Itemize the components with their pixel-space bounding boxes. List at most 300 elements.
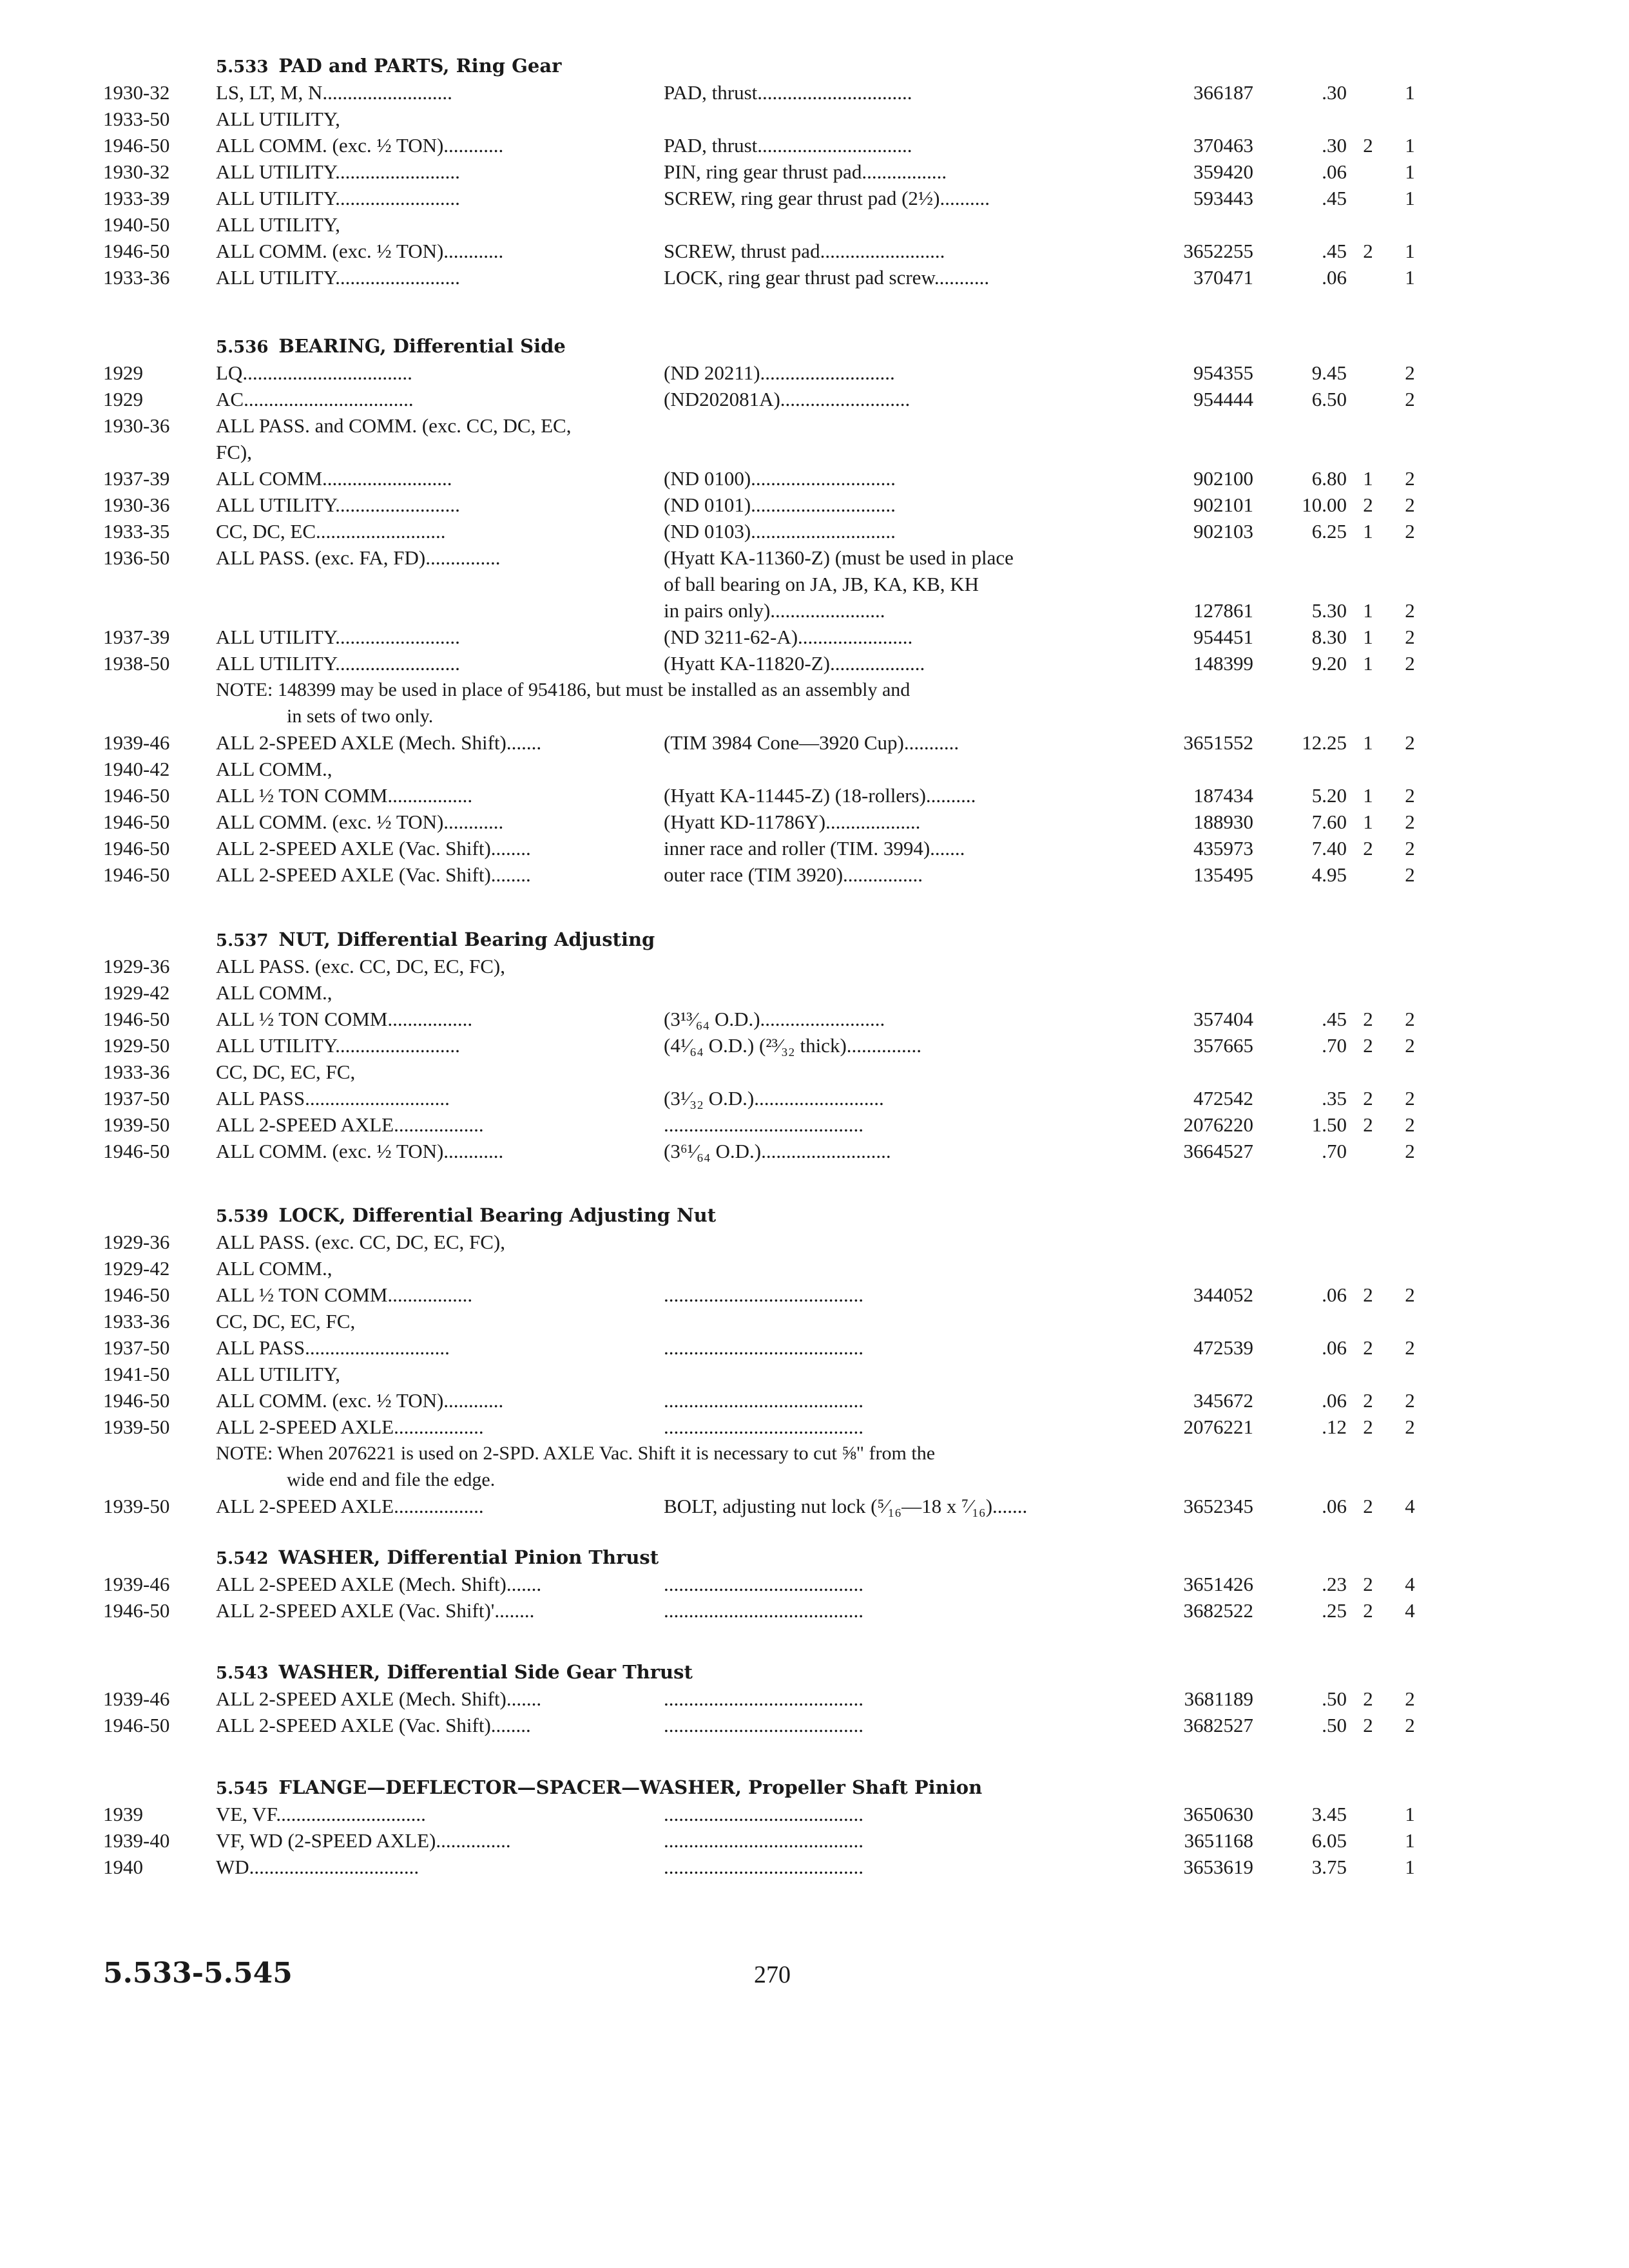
model-cell: ALL COMM., — [216, 981, 333, 1004]
year-cell: 1946-50 — [103, 1283, 170, 1306]
group-cell: 2 — [1363, 1495, 1373, 1517]
quantity-cell: 1 — [1405, 266, 1415, 289]
year-cell: 1946-50 — [103, 1599, 170, 1622]
group-cell: 2 — [1363, 1283, 1373, 1306]
part-number-cell: 954444 — [1193, 388, 1253, 410]
section-heading — [216, 1659, 693, 1686]
table-row — [0, 106, 1629, 132]
part-number-cell: 3653619 — [1183, 1856, 1253, 1878]
group-cell: 2 — [1363, 837, 1373, 860]
table-row — [0, 861, 1629, 888]
description-cell: outer race (TIM 3920)................ — [664, 863, 923, 886]
part-number-cell: 370463 — [1193, 134, 1253, 157]
year-cell: 1930-36 — [103, 494, 170, 516]
year-cell: 1946-50 — [103, 240, 170, 262]
description-cell: ........................................ — [664, 1113, 863, 1136]
table-row — [0, 979, 1629, 1006]
price-cell: 4.95 — [1311, 863, 1347, 886]
part-number-cell: 902103 — [1193, 520, 1253, 543]
table-row — [0, 360, 1629, 386]
price-cell: 10.00 — [1302, 494, 1347, 516]
description-cell: (4¹⁄₆₄ O.D.) (²³⁄₃₂ thick)............... — [664, 1034, 922, 1057]
part-number-cell: 366187 — [1193, 81, 1253, 104]
table-row — [0, 79, 1629, 106]
year-cell: 1936-50 — [103, 546, 170, 569]
description-cell: (Hyatt KD-11786Y)................... — [664, 811, 921, 833]
description-cell: PAD, thrust............................... — [664, 81, 912, 104]
group-cell: 1 — [1363, 467, 1373, 490]
price-cell: 7.60 — [1311, 811, 1347, 833]
description-cell: (ND202081A).......................... — [664, 388, 911, 410]
year-cell: 1946-50 — [103, 1140, 170, 1162]
quantity-cell: 2 — [1405, 1113, 1415, 1136]
part-number-cell: 345672 — [1193, 1389, 1253, 1412]
price-cell: .45 — [1322, 240, 1347, 262]
section-heading — [216, 1774, 982, 1801]
price-cell: 7.40 — [1311, 837, 1347, 860]
part-number-cell: 3664527 — [1183, 1140, 1253, 1162]
table-row — [0, 571, 1629, 597]
quantity-cell: 2 — [1405, 1034, 1415, 1057]
quantity-cell: 2 — [1405, 599, 1415, 622]
year-cell: 1946-50 — [103, 863, 170, 886]
quantity-cell: 2 — [1405, 652, 1415, 675]
table-row — [0, 1059, 1629, 1085]
model-cell: ALL COMM., — [216, 758, 333, 780]
year-cell: 1929-42 — [103, 1257, 170, 1280]
price-cell: .70 — [1322, 1034, 1347, 1057]
group-cell: 1 — [1363, 626, 1373, 648]
model-cell: ALL UTILITY......................... — [216, 187, 460, 209]
part-number-cell: 954355 — [1193, 361, 1253, 384]
group-cell: 2 — [1363, 1573, 1373, 1595]
description-cell: inner race and roller (TIM. 3994)....... — [664, 837, 965, 860]
group-cell: 2 — [1363, 1416, 1373, 1438]
price-cell: .06 — [1322, 160, 1347, 183]
model-cell: ALL UTILITY, — [216, 213, 340, 236]
price-cell: 9.45 — [1311, 361, 1347, 384]
part-number-cell: 954451 — [1193, 626, 1253, 648]
model-cell: ALL COMM. (exc. ½ TON)............ — [216, 1140, 504, 1162]
section-heading — [216, 53, 561, 79]
description-cell: (TIM 3984 Cone—3920 Cup)........... — [664, 731, 959, 754]
quantity-cell: 4 — [1405, 1599, 1415, 1622]
section-number: 5.539 — [216, 1207, 269, 1226]
table-row — [0, 1229, 1629, 1255]
quantity-cell: 2 — [1405, 388, 1415, 410]
year-cell: 1946-50 — [103, 134, 170, 157]
price-cell: 9.20 — [1311, 652, 1347, 675]
model-cell: ALL COMM. (exc. ½ TON)............ — [216, 240, 504, 262]
table-row — [0, 835, 1629, 861]
price-cell: 6.50 — [1311, 388, 1347, 410]
quantity-cell: 2 — [1405, 494, 1415, 516]
model-cell: ALL UTILITY, — [216, 1363, 340, 1385]
section-heading — [216, 927, 655, 953]
price-cell: .35 — [1322, 1087, 1347, 1110]
table-row — [0, 1854, 1629, 1880]
group-cell: 2 — [1363, 494, 1373, 516]
year-cell: 1939-50 — [103, 1113, 170, 1136]
table-row — [0, 1308, 1629, 1334]
quantity-cell: 2 — [1405, 1389, 1415, 1412]
year-cell: 1933-39 — [103, 187, 170, 209]
part-number-cell: 902100 — [1193, 467, 1253, 490]
section-number: 5.536 — [216, 338, 269, 357]
table-row — [0, 1686, 1629, 1712]
model-cell: ALL 2-SPEED AXLE (Mech. Shift)....... — [216, 731, 542, 754]
table-row — [0, 597, 1629, 624]
model-cell: ALL PASS............................. — [216, 1087, 450, 1110]
price-cell: .45 — [1322, 187, 1347, 209]
description-cell: LOCK, ring gear thrust pad screw........... — [664, 266, 990, 289]
table-row — [0, 1138, 1629, 1164]
model-cell: ALL UTILITY......................... — [216, 494, 460, 516]
year-cell: 1933-35 — [103, 520, 170, 543]
description-cell: SCREW, thrust pad......................... — [664, 240, 945, 262]
section-number: 5.543 — [216, 1664, 269, 1683]
table-row — [0, 132, 1629, 159]
model-cell: ALL PASS. and COMM. (exc. CC, DC, EC, — [216, 414, 572, 437]
description-cell: ........................................ — [664, 1687, 863, 1710]
year-cell: 1946-50 — [103, 1714, 170, 1736]
note-line: in sets of two only. — [287, 706, 434, 727]
part-number-cell: 3651168 — [1184, 1829, 1253, 1852]
description-cell: ........................................ — [664, 1416, 863, 1438]
year-cell: 1937-50 — [103, 1087, 170, 1110]
quantity-cell: 2 — [1405, 811, 1415, 833]
year-cell: 1929-42 — [103, 981, 170, 1004]
section-title: FLANGE—DEFLECTOR—SPACER—WASHER, Propeller Shaft Pinion — [278, 1776, 983, 1798]
description-cell: ........................................ — [664, 1599, 863, 1622]
description-cell: (ND 3211-62-A)....................... — [664, 626, 913, 648]
part-number-cell: 187434 — [1193, 784, 1253, 807]
part-number-cell: 902101 — [1193, 494, 1253, 516]
table-row — [0, 386, 1629, 412]
group-cell: 2 — [1363, 1599, 1373, 1622]
part-number-cell: 188930 — [1193, 811, 1253, 833]
part-number-cell: 2076220 — [1183, 1113, 1253, 1136]
quantity-cell: 2 — [1405, 1140, 1415, 1162]
quantity-cell: 4 — [1405, 1573, 1415, 1595]
year-cell: 1937-39 — [103, 626, 170, 648]
part-number-cell: 3650630 — [1183, 1803, 1253, 1825]
model-cell: ALL UTILITY......................... — [216, 266, 460, 289]
note-line: wide end and file the edge. — [287, 1469, 496, 1490]
group-cell: 1 — [1363, 784, 1373, 807]
year-cell: 1939-46 — [103, 1687, 170, 1710]
note-line: NOTE: 148399 may be used in place of 954186, but must be installed as an assembly and — [216, 679, 911, 700]
table-row — [0, 650, 1629, 677]
part-number-cell: 370471 — [1193, 266, 1253, 289]
description-cell: ........................................ — [664, 1714, 863, 1736]
quantity-cell: 2 — [1405, 863, 1415, 886]
description-cell: in pairs only)....................... — [664, 599, 885, 622]
table-row — [0, 544, 1629, 571]
part-number-cell: 3651426 — [1183, 1573, 1253, 1595]
section-title: BEARING, Differential Side — [278, 335, 566, 357]
year-cell: 1929-50 — [103, 1034, 170, 1057]
price-cell: .06 — [1322, 1336, 1347, 1359]
table-row — [0, 1006, 1629, 1032]
year-cell: 1939-50 — [103, 1416, 170, 1438]
model-cell: ALL 2-SPEED AXLE (Vac. Shift)........ — [216, 837, 531, 860]
table-row — [0, 809, 1629, 835]
year-cell: 1939-50 — [103, 1495, 170, 1517]
description-cell: (ND 0101)............................. — [664, 494, 896, 516]
part-number-cell: 127861 — [1193, 599, 1253, 622]
table-row — [0, 439, 1629, 465]
quantity-cell: 2 — [1405, 520, 1415, 543]
model-cell: ALL 2-SPEED AXLE.................. — [216, 1113, 484, 1136]
quantity-cell: 1 — [1405, 81, 1415, 104]
group-cell: 2 — [1363, 1714, 1373, 1736]
year-cell: 1937-50 — [103, 1336, 170, 1359]
price-cell: .45 — [1322, 1008, 1347, 1030]
price-cell: 1.50 — [1311, 1113, 1347, 1136]
description-cell: ........................................ — [664, 1389, 863, 1412]
model-cell: LS, LT, M, N.......................... — [216, 81, 452, 104]
quantity-cell: 2 — [1405, 467, 1415, 490]
price-cell: .70 — [1322, 1140, 1347, 1162]
year-cell: 1946-50 — [103, 1008, 170, 1030]
year-cell: 1940 — [103, 1856, 143, 1878]
quantity-cell: 2 — [1405, 1087, 1415, 1110]
table-row — [0, 238, 1629, 264]
section-number: 5.545 — [216, 1779, 269, 1798]
model-cell: ALL PASS. (exc. CC, DC, EC, FC), — [216, 955, 505, 977]
model-cell: LQ.................................. — [216, 361, 412, 384]
table-row — [0, 159, 1629, 185]
section-heading — [216, 1544, 659, 1571]
price-cell: .30 — [1322, 134, 1347, 157]
table-row — [0, 1111, 1629, 1138]
table-row — [0, 264, 1629, 291]
model-cell: ALL PASS............................. — [216, 1336, 450, 1359]
description-cell: PIN, ring gear thrust pad................. — [664, 160, 947, 183]
description-cell: of ball bearing on JA, JB, KA, KB, KH — [664, 573, 979, 595]
description-cell: (3¹⁄₃₂ O.D.).......................... — [664, 1087, 884, 1110]
price-cell: 5.20 — [1311, 784, 1347, 807]
table-row — [0, 492, 1629, 518]
table-row — [0, 782, 1629, 809]
description-cell: PAD, thrust............................... — [664, 134, 912, 157]
section-title: LOCK, Differential Bearing Adjusting Nut — [278, 1204, 717, 1226]
table-row — [0, 729, 1629, 756]
price-cell: .06 — [1322, 1389, 1347, 1412]
price-cell: 5.30 — [1311, 599, 1347, 622]
model-cell: ALL 2-SPEED AXLE.................. — [216, 1495, 484, 1517]
section-title: PAD and PARTS, Ring Gear — [278, 55, 562, 77]
part-number-cell: 3651552 — [1183, 731, 1253, 754]
model-cell: AC.................................. — [216, 388, 414, 410]
group-cell: 1 — [1363, 652, 1373, 675]
table-row — [0, 465, 1629, 492]
year-cell: 1933-50 — [103, 108, 170, 130]
quantity-cell: 2 — [1405, 1283, 1415, 1306]
year-cell: 1930-32 — [103, 81, 170, 104]
model-cell: ALL 2-SPEED AXLE (Vac. Shift)'........ — [216, 1599, 535, 1622]
table-row — [0, 1387, 1629, 1414]
part-number-cell: 593443 — [1193, 187, 1253, 209]
group-cell: 2 — [1363, 1034, 1373, 1057]
quantity-cell: 2 — [1405, 361, 1415, 384]
table-row — [0, 1597, 1629, 1624]
year-cell: 1929-36 — [103, 1231, 170, 1253]
year-cell: 1940-50 — [103, 213, 170, 236]
table-row — [0, 1712, 1629, 1738]
year-cell: 1946-50 — [103, 837, 170, 860]
part-number-cell: 3682527 — [1183, 1714, 1253, 1736]
group-cell: 1 — [1363, 731, 1373, 754]
quantity-cell: 2 — [1405, 837, 1415, 860]
section-number: 5.533 — [216, 57, 269, 77]
note-line: NOTE: When 2076221 is used on 2-SPD. AXLE Vac. Shift it is necessary to cut ⅝" from the — [216, 1443, 936, 1464]
price-cell: 3.45 — [1311, 1803, 1347, 1825]
quantity-cell: 1 — [1405, 160, 1415, 183]
model-cell: VF, WD (2-SPEED AXLE)............... — [216, 1829, 511, 1852]
model-cell: ALL 2-SPEED AXLE (Mech. Shift)....... — [216, 1573, 542, 1595]
model-cell: ALL ½ TON COMM................. — [216, 784, 473, 807]
year-cell: 1933-36 — [103, 1061, 170, 1083]
quantity-cell: 2 — [1405, 1008, 1415, 1030]
model-cell: ALL COMM., — [216, 1257, 333, 1280]
model-cell: ALL COMM. (exc. ½ TON)............ — [216, 134, 504, 157]
price-cell: .12 — [1322, 1416, 1347, 1438]
part-number-cell: 3652255 — [1183, 240, 1253, 262]
model-cell: VE, VF.............................. — [216, 1803, 426, 1825]
quantity-cell: 2 — [1405, 626, 1415, 648]
group-cell: 2 — [1363, 1389, 1373, 1412]
model-cell: WD.................................. — [216, 1856, 419, 1878]
quantity-cell: 1 — [1405, 1803, 1415, 1825]
part-number-cell: 344052 — [1193, 1283, 1253, 1306]
model-cell: ALL UTILITY......................... — [216, 626, 460, 648]
price-cell: .06 — [1322, 1495, 1347, 1517]
model-cell: ALL PASS. (exc. CC, DC, EC, FC), — [216, 1231, 505, 1253]
table-row — [0, 1032, 1629, 1059]
year-cell: 1933-36 — [103, 1310, 170, 1332]
table-row — [0, 953, 1629, 979]
part-number-cell: 357404 — [1193, 1008, 1253, 1030]
table-row — [0, 185, 1629, 211]
quantity-cell: 1 — [1405, 134, 1415, 157]
group-cell: 1 — [1363, 599, 1373, 622]
model-cell: ALL UTILITY......................... — [216, 652, 460, 675]
section-number: 5.537 — [216, 931, 269, 950]
model-cell: CC, DC, EC, FC, — [216, 1310, 356, 1332]
part-number-cell: 3681189 — [1184, 1687, 1253, 1710]
table-row — [0, 1085, 1629, 1111]
model-cell: ALL ½ TON COMM................. — [216, 1283, 473, 1306]
model-cell: ALL PASS. (exc. FA, FD)............... — [216, 546, 501, 569]
price-cell: .06 — [1322, 1283, 1347, 1306]
table-row — [0, 412, 1629, 439]
section-title: NUT, Differential Bearing Adjusting — [278, 928, 655, 950]
price-cell: 6.25 — [1311, 520, 1347, 543]
part-number-cell: 435973 — [1193, 837, 1253, 860]
description-cell: BOLT, adjusting nut lock (⁵⁄₁₆—18 x ⁷⁄₁₆)....... — [664, 1495, 1028, 1517]
price-cell: 6.80 — [1311, 467, 1347, 490]
price-cell: .50 — [1322, 1687, 1347, 1710]
description-cell: ........................................ — [664, 1829, 863, 1852]
description-cell: ........................................ — [664, 1283, 863, 1306]
part-number-cell: 472542 — [1193, 1087, 1253, 1110]
year-cell: 1938-50 — [103, 652, 170, 675]
description-cell: ........................................ — [664, 1856, 863, 1878]
year-cell: 1946-50 — [103, 784, 170, 807]
quantity-cell: 4 — [1405, 1495, 1415, 1517]
model-cell: ALL UTILITY......................... — [216, 160, 460, 183]
year-cell: 1939-46 — [103, 731, 170, 754]
page-number: 270 — [754, 1961, 791, 1988]
table-row — [0, 211, 1629, 238]
year-cell: 1937-39 — [103, 467, 170, 490]
quantity-cell: 2 — [1405, 1416, 1415, 1438]
model-cell: ALL COMM.......................... — [216, 467, 452, 490]
year-cell: 1933-36 — [103, 266, 170, 289]
quantity-cell: 1 — [1405, 1829, 1415, 1852]
price-cell: .23 — [1322, 1573, 1347, 1595]
quantity-cell: 2 — [1405, 1687, 1415, 1710]
year-cell: 1929 — [103, 361, 143, 384]
description-cell: (ND 0103)............................. — [664, 520, 896, 543]
model-cell: ALL 2-SPEED AXLE (Mech. Shift)....... — [216, 1687, 542, 1710]
table-row — [0, 1493, 1629, 1519]
description-cell: SCREW, ring gear thrust pad (2½).......... — [664, 187, 990, 209]
quantity-cell: 2 — [1405, 731, 1415, 754]
table-row — [0, 1361, 1629, 1387]
section-heading — [216, 333, 566, 360]
year-cell: 1939-40 — [103, 1829, 170, 1852]
year-cell: 1929-36 — [103, 955, 170, 977]
price-cell: .25 — [1322, 1599, 1347, 1622]
model-cell: ALL 2-SPEED AXLE (Vac. Shift)........ — [216, 863, 531, 886]
part-number-cell: 359420 — [1193, 160, 1253, 183]
table-row — [0, 1334, 1629, 1361]
model-cell: ALL UTILITY, — [216, 108, 340, 130]
quantity-cell: 2 — [1405, 1336, 1415, 1359]
year-cell: 1946-50 — [103, 1389, 170, 1412]
part-number-cell: 472539 — [1193, 1336, 1253, 1359]
price-cell: .06 — [1322, 266, 1347, 289]
model-cell: CC, DC, EC, FC, — [216, 1061, 356, 1083]
quantity-cell: 1 — [1405, 187, 1415, 209]
section-title: WASHER, Differential Pinion Thrust — [278, 1546, 659, 1568]
section-title: WASHER, Differential Side Gear Thrust — [278, 1661, 693, 1683]
description-cell: (Hyatt KA-11820-Z)................... — [664, 652, 925, 675]
table-row — [0, 1282, 1629, 1308]
group-cell: 2 — [1363, 1687, 1373, 1710]
table-row — [0, 1255, 1629, 1282]
year-cell: 1941-50 — [103, 1363, 170, 1385]
model-cell: ALL COMM. (exc. ½ TON)............ — [216, 1389, 504, 1412]
price-cell: 6.05 — [1311, 1829, 1347, 1852]
part-number-cell: 357665 — [1193, 1034, 1253, 1057]
price-cell: 3.75 — [1311, 1856, 1347, 1878]
year-cell: 1946-50 — [103, 811, 170, 833]
table-row — [0, 1414, 1629, 1440]
description-cell: (3¹³⁄₆₄ O.D.)......................... — [664, 1008, 885, 1030]
quantity-cell: 2 — [1405, 784, 1415, 807]
table-row — [0, 518, 1629, 544]
table-row — [0, 624, 1629, 650]
year-cell: 1939 — [103, 1803, 143, 1825]
description-cell: ........................................ — [664, 1573, 863, 1595]
table-row — [0, 756, 1629, 782]
description-cell: (ND 20211)........................... — [664, 361, 895, 384]
section-range: 5.533-5.545 — [103, 1957, 293, 1990]
